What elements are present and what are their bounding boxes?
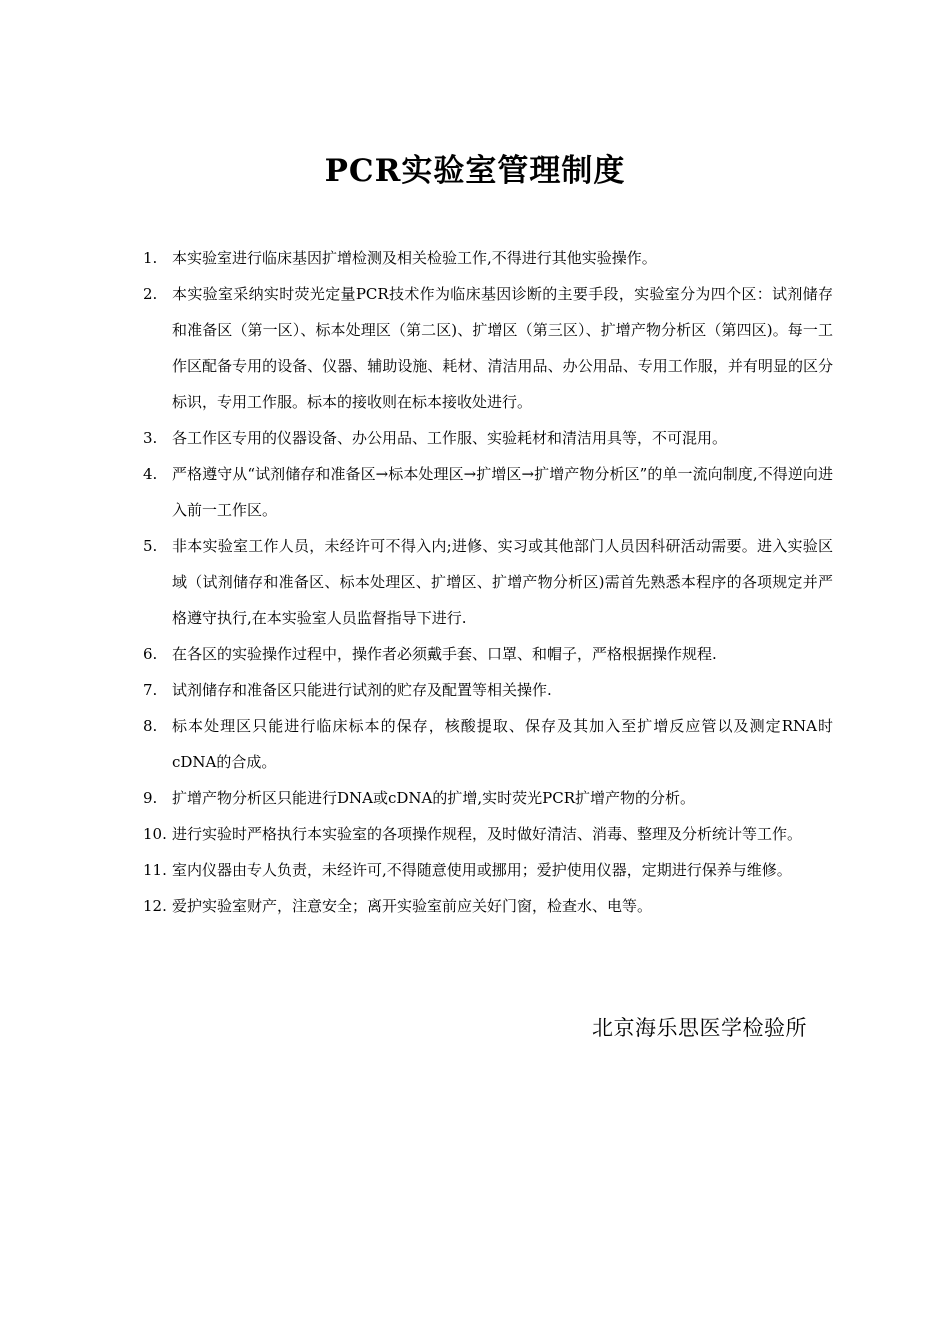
rule-text: 各工作区专用的仪器设备、办公用品、工作服、实验耗材和清洁用具等，不可混用。 <box>172 429 728 447</box>
rule-number: 10. <box>143 825 167 843</box>
rule-number: 12. <box>143 897 167 915</box>
rules-list <box>143 240 833 924</box>
rule-number: 5. <box>143 537 158 555</box>
rule-number: 4. <box>143 465 158 483</box>
rule-item <box>143 276 833 420</box>
rule-text: 试剂储存和准备区只能进行试剂的贮存及配置等相关操作. <box>172 681 552 699</box>
rule-item <box>143 816 833 852</box>
rule-text: 非本实验室工作人员，未经许可不得入内;进修、实习或其他部门人员因科研活动需要。进入实验区域（试剂储存和准备区、标本处理区、扩增区、扩增产物分析区)需首先熟悉本程序的各项规定并严格遵守执行,在本实验室人员监督指导下进行. <box>172 537 833 627</box>
rule-text: 本实验室进行临床基因扩增检测及相关检验工作,不得进行其他实验操作。 <box>172 249 657 267</box>
rule-text: 标本处理区只能进行临床标本的保存，核酸提取、保存及其加入至扩增反应管以及测定RNA时cDNA的合成。 <box>172 717 833 771</box>
rule-item <box>143 240 833 276</box>
rule-number: 3. <box>143 429 158 447</box>
rule-text: 爱护实验室财产，注意安全；离开实验室前应关好门窗，检查水、电等。 <box>172 897 653 915</box>
rule-item <box>143 636 833 672</box>
rule-item <box>143 780 833 816</box>
rule-number: 2. <box>143 285 158 303</box>
rule-item <box>143 852 833 888</box>
rule-item <box>143 420 833 456</box>
rule-text: 扩增产物分析区只能进行DNA或cDNA的扩增,实时荧光PCR扩增产物的分析。 <box>172 789 696 807</box>
rule-number: 8. <box>143 717 158 735</box>
organization-signature: 北京海乐思医学检验所 <box>592 1016 807 1040</box>
rule-number: 7. <box>143 681 158 699</box>
rule-text: 在各区的实验操作过程中，操作者必须戴手套、口罩、和帽子，严格根据操作规程. <box>172 645 717 663</box>
rule-item <box>143 708 833 780</box>
rule-text: 室内仪器由专人负责，未经许可,不得随意使用或挪用；爱护使用仪器，定期进行保养与维修。 <box>172 861 792 879</box>
rule-item <box>143 888 833 924</box>
rule-number: 9. <box>143 789 158 807</box>
rule-number: 11. <box>143 861 167 879</box>
rule-number: 6. <box>143 645 158 663</box>
rule-item <box>143 528 833 636</box>
document-title: PCR实验室管理制度 <box>324 152 626 189</box>
rule-item <box>143 456 833 528</box>
rule-text: 本实验室采纳实时荧光定量PCR技术作为临床基因诊断的主要手段，实验室分为四个区：试剂储存和准备区（第一区）、标本处理区（第二区)、扩增区（第三区）、扩增产物分析区（第四区)。每一工作区配备专用的设备、仪器、辅助设施、耗材、清洁用品、办公用品、专用工作服，并有明显的区分标识，专用工作服。标本的接收则在标本接收处进行。 <box>172 285 833 411</box>
rule-text: 进行实验时严格执行本实验室的各项操作规程，及时做好清洁、消毒、整理及分析统计等工作。 <box>172 825 803 843</box>
rule-text: 严格遵守从“试剂储存和准备区→标本处理区→扩增区→扩增产物分析区”的单一流向制度,不得逆向进入前一工作区。 <box>172 465 833 519</box>
rule-item <box>143 672 833 708</box>
rule-number: 1. <box>143 249 158 267</box>
